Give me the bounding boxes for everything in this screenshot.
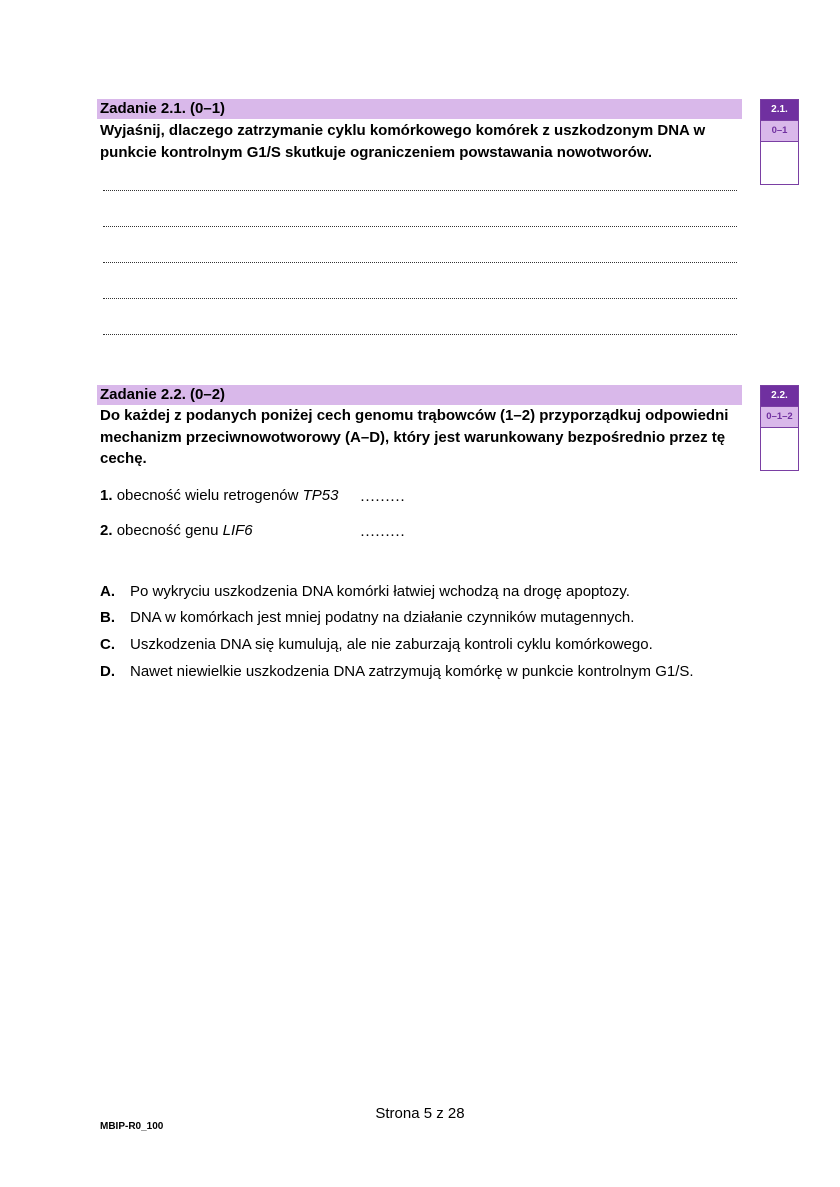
task-2-2-header: Zadanie 2.2. (0–2)	[97, 385, 742, 405]
feature-2-answer-blank[interactable]: ………	[360, 524, 405, 540]
answer-line-4[interactable]	[103, 298, 737, 299]
feature-2	[100, 521, 253, 541]
feature-1-gene: TP53	[302, 487, 339, 504]
option-a	[100, 582, 750, 602]
page-number: Strona 5 z 28	[375, 1105, 465, 1122]
feature-2-gene: LIF6	[222, 522, 253, 539]
answer-line-2[interactable]	[103, 226, 737, 227]
option-b-letter: B.	[100, 609, 115, 626]
feature-1-text: obecność wielu retrogenów	[116, 487, 299, 504]
task-2-2-score-points: 0–1–2	[761, 406, 798, 427]
task-2-1-score-points: 0–1	[761, 120, 798, 141]
option-b	[100, 608, 750, 628]
task-2-2-score-box	[760, 385, 799, 471]
task-2-1-question: Wyjaśnij, dlaczego zatrzymanie cyklu komórkowego komórek z uszkodzonym DNA w punkcie kontrolnym G1/S skutkuje ograniczeniem powstawania nowotworów.	[100, 122, 706, 161]
feature-1-number: 1.	[100, 487, 113, 504]
option-d-text: Nawet niewielkie uszkodzenia DNA zatrzymują komórkę w punkcie kontrolnym G1/S.	[130, 663, 694, 680]
option-c-text: Uszkodzenia DNA się kumulują, ale nie zaburzają kontroli cyklu komórkowego.	[130, 636, 653, 653]
option-a-letter: A.	[100, 583, 115, 600]
task-2-2-question: Do każdej z podanych poniżej cech genomu trąbowców (1–2) przyporządkuj odpowiedni mechanizm przeciwnowotworowy (A–D), który jest warunkowany bezpośrednio przez tę cechę.	[100, 407, 729, 467]
task-2-2-score-field[interactable]	[761, 427, 798, 470]
task-2-1-score-number: 2.1.	[761, 100, 798, 120]
answer-line-5[interactable]	[103, 334, 737, 335]
feature-2-text: obecność genu	[116, 522, 219, 539]
task-2-1-header: Zadanie 2.1. (0–1)	[97, 99, 742, 119]
option-c	[100, 635, 750, 655]
option-d-letter: D.	[100, 663, 115, 680]
feature-1-answer-blank[interactable]: ………	[360, 489, 405, 505]
answer-line-1[interactable]	[103, 190, 737, 191]
task-2-2-score-number: 2.2.	[761, 386, 798, 406]
answer-line-3[interactable]	[103, 262, 737, 263]
option-a-text: Po wykryciu uszkodzenia DNA komórki łatwiej wchodzą na drogę apoptozy.	[130, 583, 630, 600]
feature-2-number: 2.	[100, 522, 113, 539]
option-c-letter: C.	[100, 636, 115, 653]
document-code: MBIP-R0_100	[100, 1121, 164, 1132]
option-d	[100, 662, 750, 682]
option-b-text: DNA w komórkach jest mniej podatny na działanie czynników mutagennych.	[130, 609, 635, 626]
task-2-1-score-field[interactable]	[761, 141, 798, 184]
feature-1	[100, 486, 339, 506]
task-2-1-score-box	[760, 99, 799, 185]
